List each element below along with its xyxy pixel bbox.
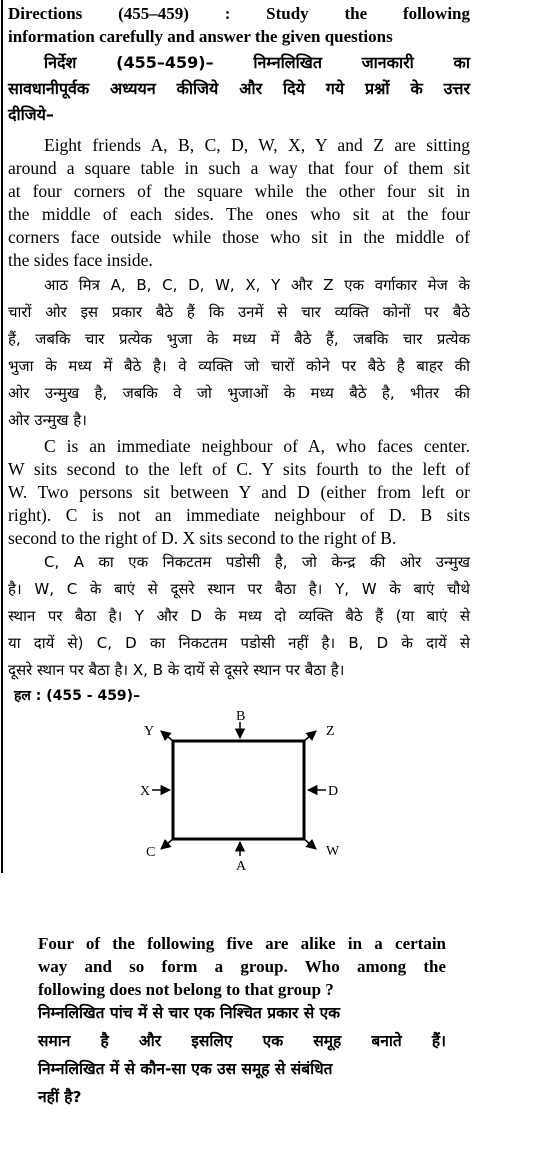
directions-hi-line: सावधानीपूर्वक अध्ययन कीजिये और दिये गये प्रश्नों के उत्तर	[8, 79, 470, 98]
paragraph-english-clues	[8, 435, 470, 550]
arrow-top-right	[304, 731, 316, 741]
paragraph-hindi-setup	[8, 272, 470, 434]
text-line: C, A का एक निकटतम पडोसी है, जो केन्द्र की ओर उन्मुख	[44, 553, 470, 571]
arrow-bottom-left	[161, 839, 173, 849]
arrow-top-left	[161, 731, 173, 741]
text-line: the middle of each sides. The ones who sit at the four	[8, 204, 470, 224]
text-line: W. Two persons sit between Y and D (either from left or	[8, 482, 470, 502]
text-line: आठ मित्र A, B, C, D, W, X, Y और Z एक वर्गाकार मेज के	[44, 276, 470, 294]
text-line: है। W, C के बाएं से दूसरे स्थान पर बैठा है। Y, W के बाएं चौथे	[8, 580, 470, 598]
text-line: W sits second to the left of C. Y sits fourth to the left of	[8, 459, 470, 479]
question-hi-line: नहीं है?	[38, 1088, 82, 1106]
text-line: right). C is not an immediate neighbour of D. B sits	[8, 505, 470, 525]
question-hi-line: निम्नलिखित में से कौन-सा एक उस समूह से संबंधित	[38, 1060, 333, 1078]
question-hindi	[38, 999, 446, 1111]
question-en-line: following does not belong to that group ?	[38, 980, 334, 999]
solution-label: हल : (455 - 459)–	[14, 688, 141, 704]
seating-diagram	[130, 708, 360, 878]
square-table	[173, 741, 304, 839]
text-line: भुजा के मध्य में बैठे है। वे व्यक्ति जो चारों कोने पर बैठे है बाहर की	[8, 357, 470, 375]
text-line: ओर उन्मुख है, जबकि वे जो भुजाओं के मध्य बैठे है, भीतर की	[8, 384, 470, 402]
text-line: ओर उन्मुख है।	[8, 411, 87, 429]
label-bottom-left: C	[146, 845, 156, 860]
question-en-line: way and so form a group. Who among the	[38, 957, 446, 976]
arrow-bottom-right	[304, 839, 316, 849]
text-line: हैं, जबकि चार प्रत्येक भुजा के मध्य में बैठे हैं, जबकि चार प्रत्येक	[8, 330, 470, 348]
label-bottom-right: W	[326, 844, 340, 859]
directions-hi-line: दीजिये–	[8, 105, 54, 124]
text-line: स्थान पर बैठा है। Y और D के मध्य दो व्यक्ति बैठे हैं (या बाएं से	[8, 607, 470, 625]
text-line: C is an immediate neighbour of A, who faces center.	[44, 436, 470, 456]
directions-en-line: information carefully and answer the given questions	[8, 27, 393, 46]
label-right: D	[328, 784, 339, 799]
label-top-left: Y	[144, 724, 155, 739]
directions-hi-line: निर्देश (455–459)– निम्नलिखित जानकारी का	[44, 53, 470, 72]
text-line: या दायें से) C, D का निकटतम पडोसी नहीं है। B, D के दायें से	[8, 634, 470, 652]
text-line: second to the right of D. X sits second to the right of B.	[8, 528, 397, 548]
text-line: चारों ओर इस प्रकार बैठे हैं कि उनमें से चार व्यक्ति कोनों पर बैठे	[8, 303, 470, 321]
left-margin-rule	[1, 0, 3, 873]
text-line: at four corners of the square while the other four sit in	[8, 181, 470, 201]
question-hi-line: निम्नलिखित पांच में से चार एक निश्चित प्रकार से एक	[38, 1004, 341, 1022]
question-en-line: Four of the following five are alike in a certain	[38, 934, 446, 953]
question-english	[38, 932, 446, 1001]
paragraph-hindi-clues	[8, 549, 470, 684]
label-bottom: A	[236, 859, 247, 874]
directions-en-line: Directions (455–459) : Study the following	[8, 4, 470, 23]
label-left: X	[140, 784, 151, 799]
label-top-right: Z	[326, 724, 335, 739]
text-line: दूसरे स्थान पर बैठा है। X, B के दायें से दूसरे स्थान पर बैठा है।	[8, 661, 345, 679]
text-line: Eight friends A, B, C, D, W, X, Y and Z are sitting	[44, 135, 470, 155]
directions-hindi	[8, 50, 470, 128]
text-line: the sides face inside.	[8, 250, 153, 270]
question-hi-line: समान है और इसलिए एक समूह बनाते हैं।	[38, 1032, 446, 1050]
label-top: B	[236, 709, 246, 724]
directions-english	[8, 2, 470, 48]
text-line: around a square table in such a way that four of them sit	[8, 158, 470, 178]
text-line: corners face outside while those who sit in the middle of	[8, 227, 470, 247]
paragraph-english-setup	[8, 134, 470, 272]
